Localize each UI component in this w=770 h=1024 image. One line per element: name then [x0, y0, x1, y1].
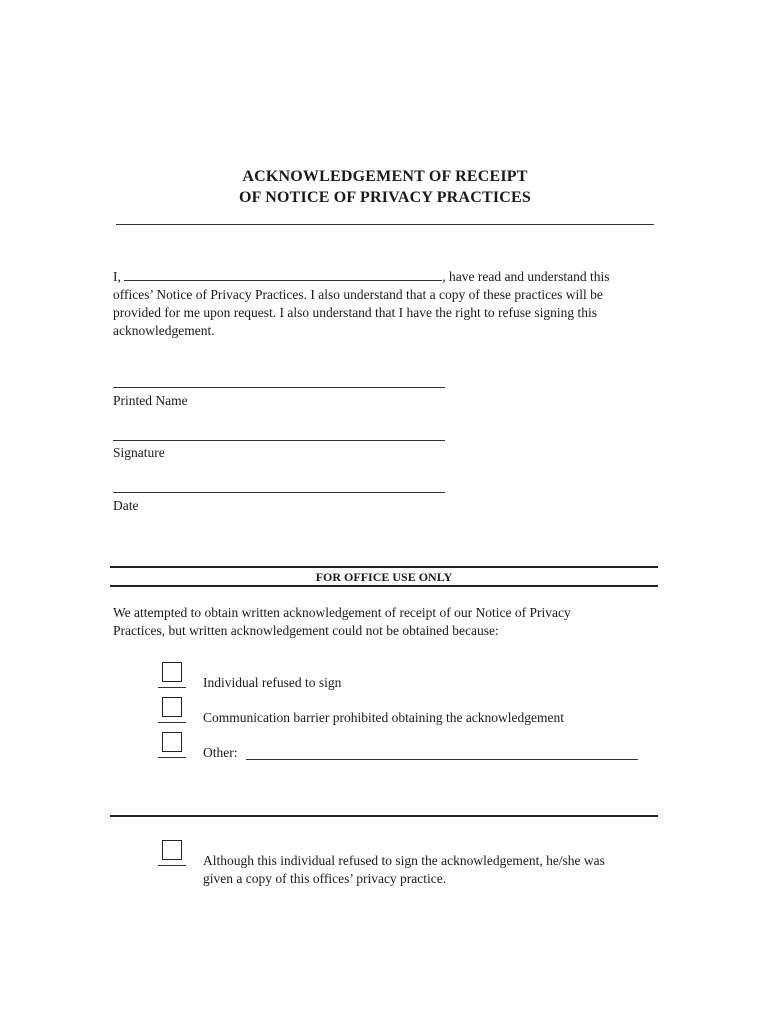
office-intro-line1: We attempted to obtain written acknowledgement of receipt of our Notice of Privacy	[113, 605, 571, 620]
checkbox-underline	[158, 722, 186, 723]
acknowledgement-line4: acknowledgement.	[113, 323, 215, 338]
communication-barrier-checkbox[interactable]	[162, 697, 182, 717]
printed-name-label: Printed Name	[113, 393, 188, 408]
refused-to-sign-label: Individual refused to sign	[203, 675, 342, 690]
document-title-line2: OF NOTICE OF PRIVACY PRACTICES	[239, 189, 531, 206]
acknowledgement-line3: provided for me upon request. I also understand that I have the right to refuse signing this	[113, 305, 598, 320]
copy-given-line1: Although this individual refused to sign the acknowledgement, he/she was	[203, 853, 605, 868]
office-section-bottom-rule	[110, 585, 658, 587]
other-reason-label: Other:	[203, 745, 238, 760]
copy-given-line2: given a copy of this offices’ privacy practice.	[203, 871, 447, 886]
checkbox-underline	[158, 687, 186, 688]
document-title-line1: ACKNOWLEDGEMENT OF RECEIPT	[242, 168, 528, 185]
signature-line[interactable]	[113, 440, 445, 441]
copy-given-checkbox[interactable]	[162, 840, 182, 860]
refused-to-sign-checkbox[interactable]	[162, 662, 182, 682]
name-blank-field[interactable]	[124, 268, 442, 281]
title-underline	[116, 224, 654, 225]
ack-suffix: , have read and understand this	[442, 269, 610, 284]
office-section-top-rule	[110, 566, 658, 568]
signature-label: Signature	[113, 445, 165, 460]
other-reason-checkbox[interactable]	[162, 732, 182, 752]
acknowledgement-line2: offices’ Notice of Privacy Practices. I also understand that a copy of these practices will be	[113, 287, 603, 302]
date-label: Date	[113, 498, 139, 513]
office-intro-line2: Practices, but written acknowledgement could not be obtained because:	[113, 623, 499, 638]
printed-name-line[interactable]	[113, 387, 445, 388]
communication-barrier-label: Communication barrier prohibited obtaining the acknowledgement	[203, 710, 565, 725]
ack-prefix: I,	[113, 269, 121, 284]
date-line[interactable]	[113, 492, 445, 493]
checkbox-underline	[158, 757, 186, 758]
acknowledgement-line1	[113, 268, 673, 286]
checkbox-underline	[158, 865, 186, 866]
office-use-heading: FOR OFFICE USE ONLY	[315, 570, 453, 584]
section-divider-rule	[110, 815, 658, 817]
other-reason-field[interactable]	[246, 759, 638, 760]
